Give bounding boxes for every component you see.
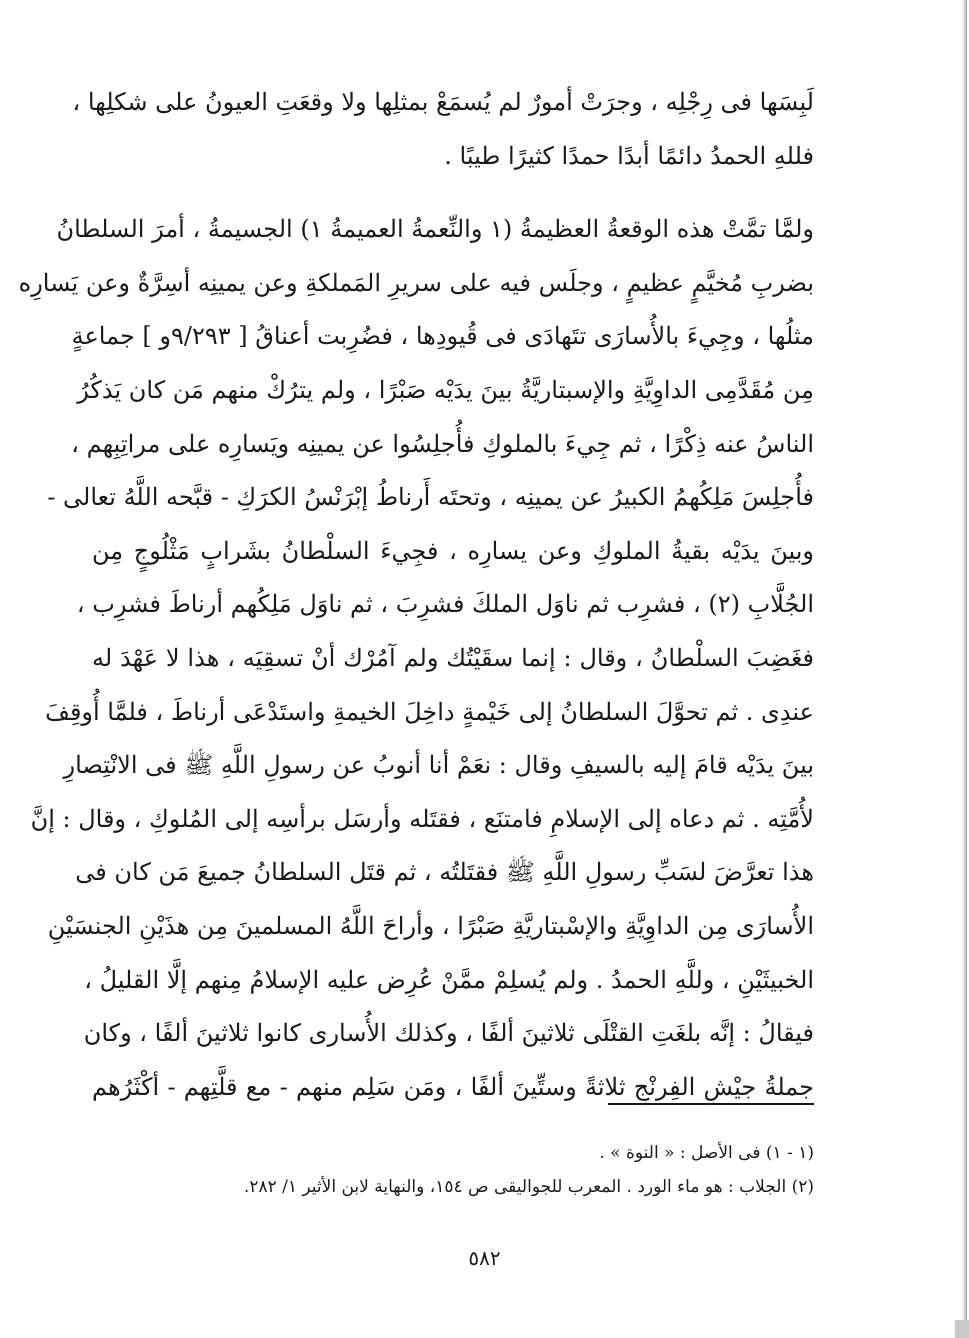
text-line: الناسُ عنه ذِكْرًا ، ثم جِيءَ بالملوكِ فأُجلِسُوا عن يمينِه ويَسارِه على مراتِبِهم ، (71, 429, 814, 458)
text-line: وبينَ يدَيْه بقيةُ الملوكِ وعن يسارِه ، فجِيءَ السلْطانُ بشَرابٍ مَثْلُوجٍ مِن (92, 536, 814, 565)
text-line: عندِى . ثم تحوَّلَ السلطانُ إلى خَيْمةٍ داخِلَ الخيمةِ واستَدْعَى أرناطَ ، فلمَّا أُوقِفَ (45, 697, 814, 726)
text-line: لأُمَّتِه . ثم دعاه إلى الإسلامِ فامتنَع ، فقتَله وأرسَل برأسِه إلى المُلوكِ ، وقال : إنَّ (30, 804, 814, 833)
footnotes (92, 1136, 814, 1204)
main-text (18, 76, 814, 1114)
text-line: مِن مُقَدَّمِى الداوِيَّةِ والإسبتاريَّةُ بينَ يدَيْه صَبْرًا ، ولم يترُكْ منهم مَن كان يَذكُرُ (77, 375, 814, 404)
text-line: لَبِسَها فى رِجْلِه ، وجرَتْ أمورٌ لم يُسمَعْ بمثلِها ولا وقعَتِ العيونُ على شكلِها ، (72, 88, 814, 116)
text-line: جملةُ جيْشِ الفِرنْجِ ثلاثةً وستِّينَ ألفًا ، ومَن سَلِم منهم - مع قلَّتِهم - أكْثَرُهم (92, 1072, 814, 1101)
text-line: فغَضِبَ السلْطانُ ، وقال : إنما سقَيْتُك ولم آمُرْك أنْ تسقِيَه ، هذا لا عَهْدَ له (92, 643, 814, 672)
page-corner-shadow (955, 1320, 969, 1338)
page-edge-shadow (962, 0, 967, 1338)
text-line: مثلُها ، وجِيءَ بالأُسارَى تتَهادَى فى قُيودِها ، فضُرِبت أعناقُ [ ٩/٢٩٣و ] جماعةٍ (71, 322, 814, 351)
page-number: ٥٨٢ (468, 1246, 501, 1270)
text-line: بضربِ مُخيَّمٍ عظيمٍ ، وجلَس فيه على سريرِ المَملكةِ وعن يمينِه أسِرَّةٌ وعن يَسارِه (18, 268, 814, 297)
footnote: (١ - ١) فى الأصل : « النوة » . (599, 1143, 814, 1163)
text-line: الأُسارَى مِن الداوِيَّةِ والإسْبتاريَّةِ صَبْرًا ، وأراحَ اللَّهُ المسلمينَ مِن هذَيْنِ الجنسَيْنِ (47, 911, 814, 940)
text-line: الخبيثَيْنِ ، وللَّهِ الحمدُ . ولم يُسلِمْ ممَّنْ عُرِض عليه الإسلامُ مِنهم إلَّا القليلُ ، (84, 965, 814, 994)
text-line: فيقالُ : إنَّه بلغَتِ القتْلَى ثلاثينَ ألفًا ، وكذلك الأُسارى كانوا ثلاثينَ ألفًا ، وكان (83, 1019, 814, 1048)
footnote: (٢) الجلاب : هو ماء الورد . المعرب للجواليقى ص ١٥٤، والنهاية لابن الأثير ١/ ٢٨٢. (243, 1177, 814, 1197)
text-line: الجُلَّابِ (٢) ، فشرِب ثم ناوَل الملكَ فشرِبَ ، ثم ناوَل مَلِكُهم أرناطَ فشرِب ، (76, 590, 814, 619)
paragraph-break (92, 183, 814, 203)
text-line: فأُجلِسَ مَلِكُهمُ الكبيرُ عن يمينِه ، وتحتَه أَرناطُ إبْرَنْسُ الكرَكِ - قبَّحه اللَّهُ تعالى - (47, 483, 814, 512)
text-line: ولمَّا تمَّتْ هذه الوقعةُ العظيمةُ (١ والنِّعمةُ العميمةُ ١) الجسيمةُ ، أمرَ السلطانُ (56, 215, 814, 244)
footnote-divider (608, 1103, 814, 1105)
text-line: بينَ يدَيْه قامَ إليه بالسيفِ وقال : نعَمْ أنا أنوبُ عن رسولِ اللَّهِ ﷺ فى الانْتِصارِ (63, 751, 814, 780)
text-line: هذا تعرَّضَ لسَبِّ رسولِ اللَّهِ ﷺ فقتَلتُه ، ثم قتَل السلطانُ جميعَ مَن كان فى (75, 858, 814, 887)
text-line: فللهِ الحمدُ دائمًا أبدًا حمدًا كثيرًا طيبًا . (444, 141, 814, 170)
